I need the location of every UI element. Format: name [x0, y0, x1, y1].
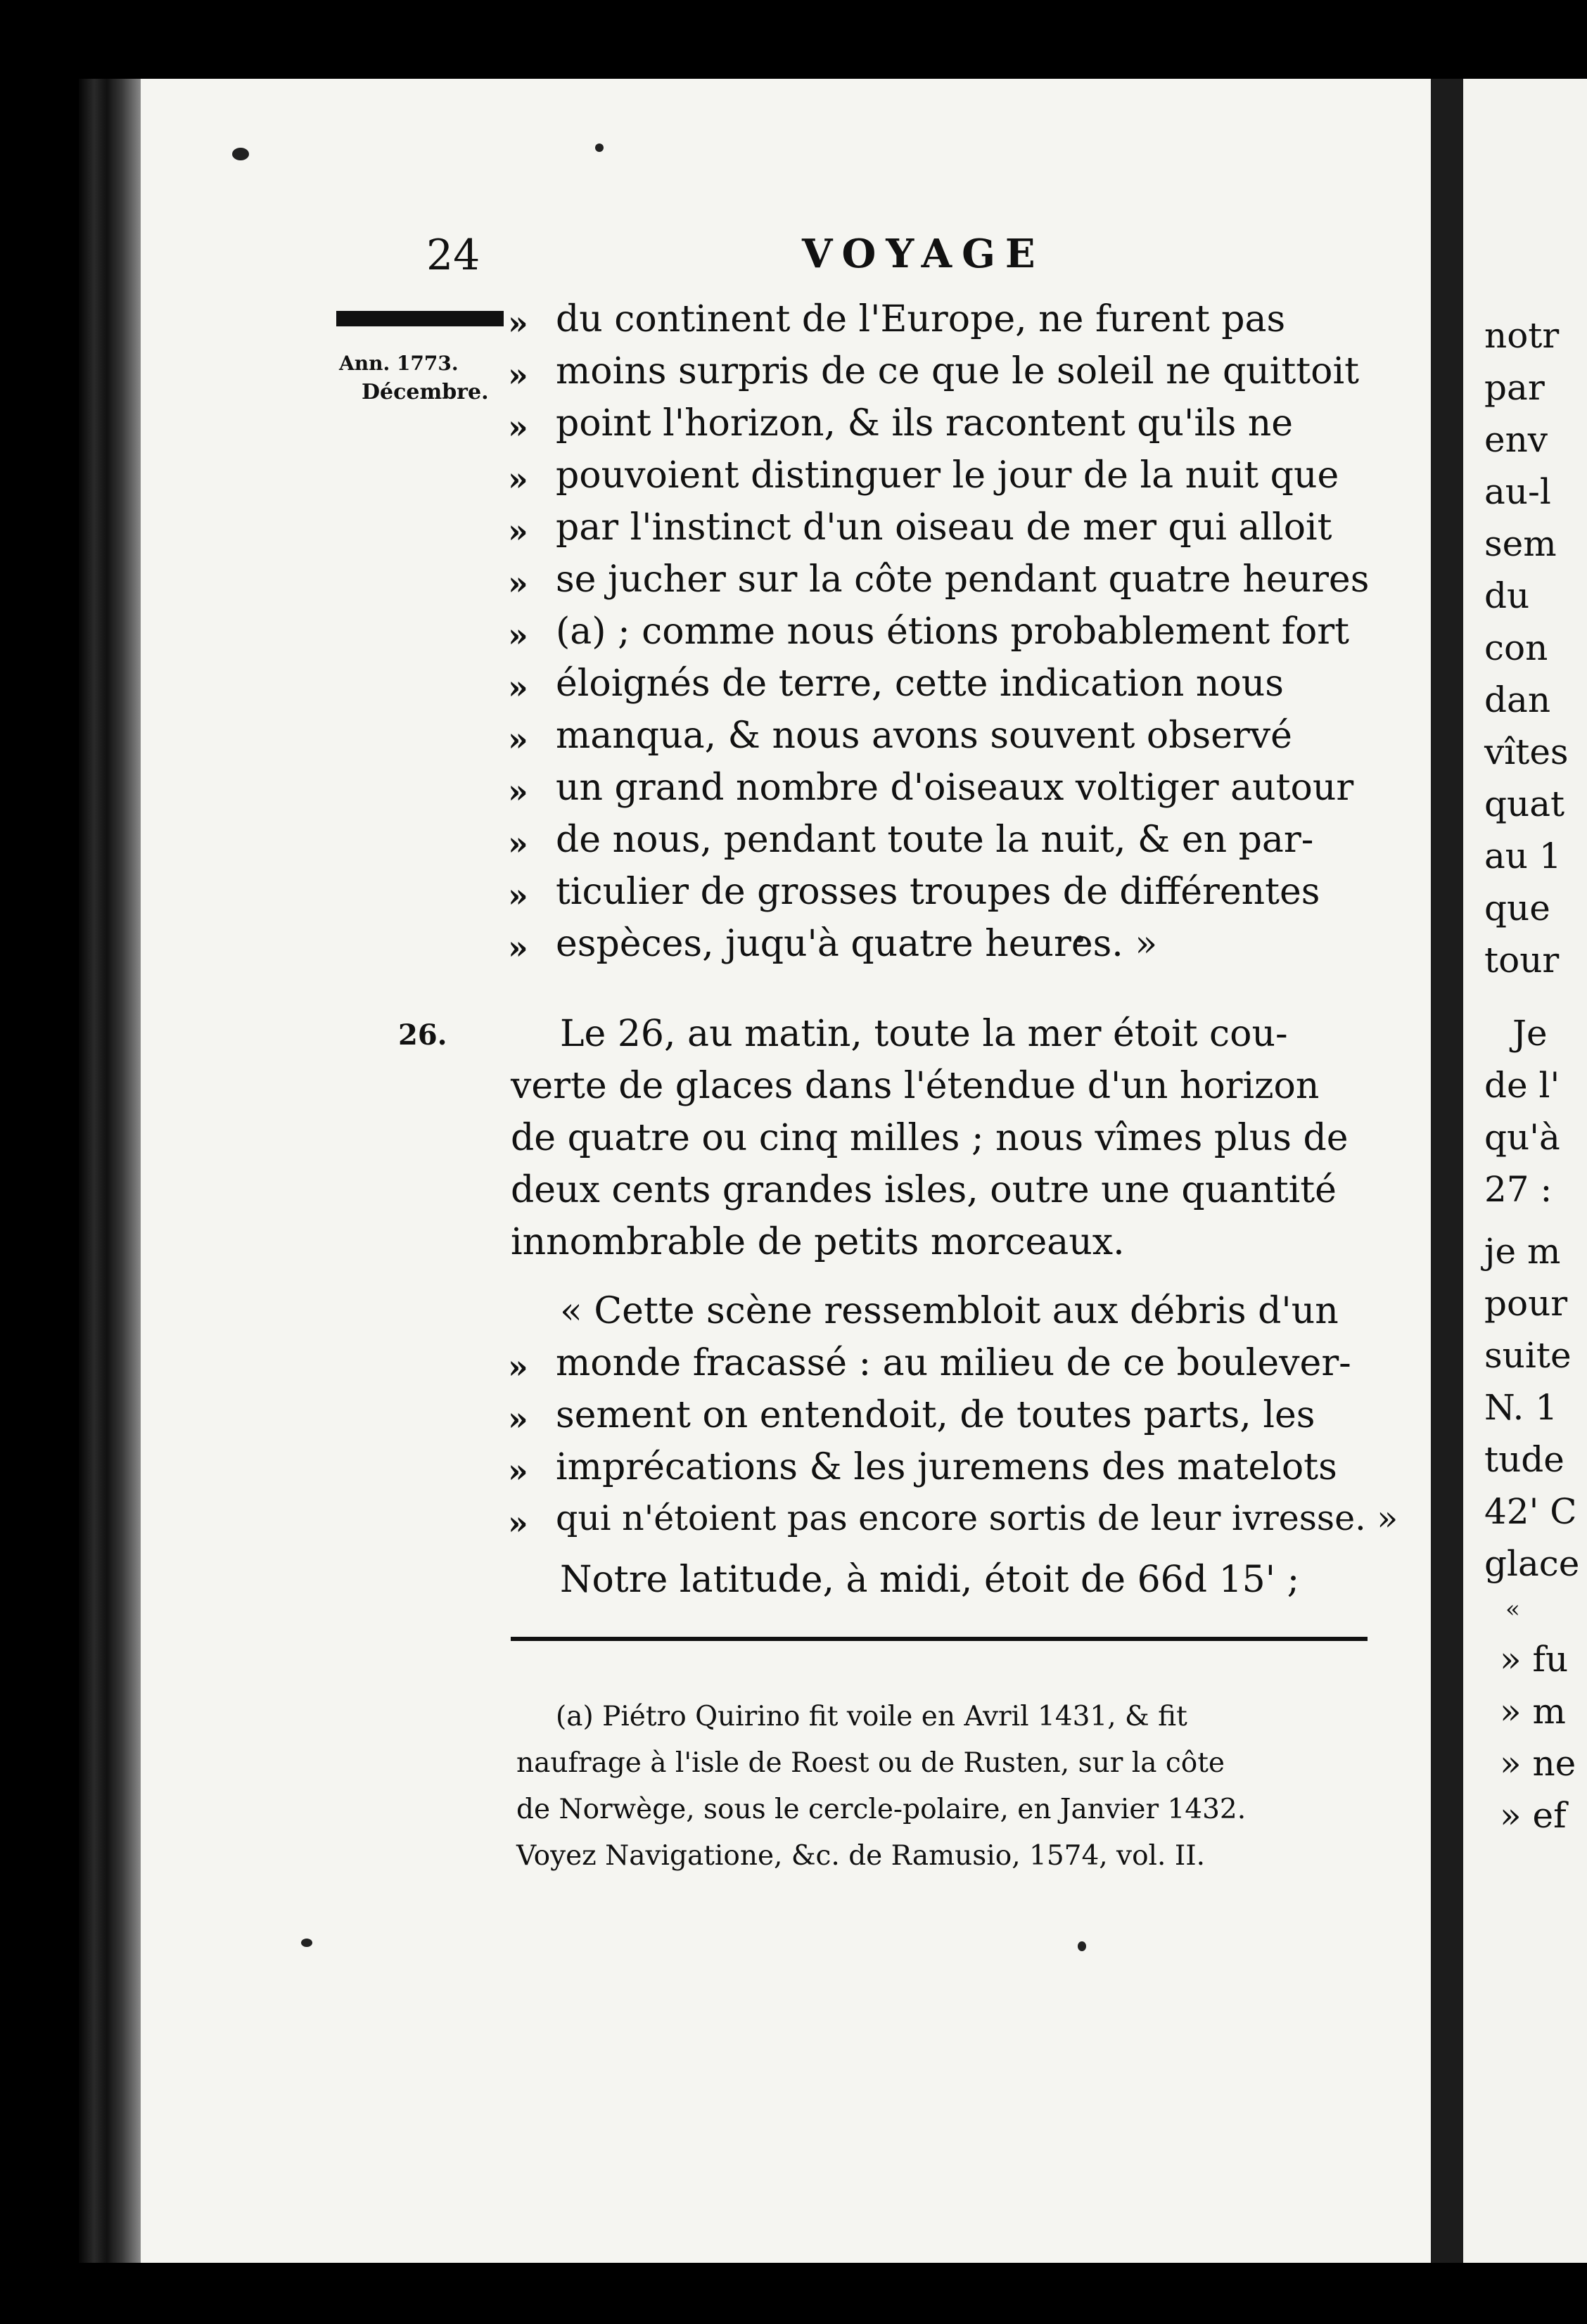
quote-mark: »	[508, 928, 528, 966]
facing-page-fragment: » ne	[1500, 1743, 1576, 1784]
footnote-rule	[511, 1637, 1368, 1641]
body-line: (a) ; comme nous étions probablement fort	[556, 611, 1350, 653]
scan-speck	[301, 1939, 312, 1947]
facing-page-fragment: de l'	[1484, 1065, 1560, 1106]
facing-page-fragment: au-l	[1484, 471, 1551, 512]
facing-page-fragment: vîtes	[1484, 732, 1569, 772]
margin-day: 26.	[398, 1019, 447, 1052]
quote-mark: »	[508, 408, 528, 446]
scan-speck	[595, 143, 604, 152]
quote-mark: »	[508, 824, 528, 862]
facing-page-fragment: sem	[1484, 523, 1557, 564]
body-line: moins surpris de ce que le soleil ne quittoit	[556, 350, 1360, 392]
quote-mark: »	[508, 1452, 528, 1490]
quote-mark: »	[508, 668, 528, 706]
quote-mark: »	[508, 304, 528, 342]
facing-page-fragment: je m	[1484, 1231, 1561, 1272]
facing-page-fragment: glace	[1484, 1543, 1580, 1584]
facing-page-fragment: » fu	[1500, 1639, 1569, 1680]
facing-page-fragment: «	[1505, 1595, 1520, 1623]
quote-mark: »	[508, 720, 528, 758]
margin-year: Ann. 1773.	[339, 352, 459, 375]
body-line: monde fracassé : au milieu de ce boulever-	[556, 1342, 1351, 1384]
body-line: deux cents grandes isles, outre une quantité	[511, 1169, 1337, 1211]
body-line: Notre latitude, à midi, étoit de 66d 15' ;	[560, 1559, 1300, 1601]
body-line: par l'instinct d'un oiseau de mer qui alloit	[556, 506, 1332, 549]
facing-page-fragment: 42' C	[1484, 1491, 1577, 1532]
body-line: se jucher sur la côte pendant quatre heures	[556, 558, 1370, 601]
body-line: de quatre ou cinq milles ; nous vîmes plus de	[511, 1117, 1349, 1159]
scan-speck	[1078, 1941, 1086, 1951]
facing-page-fragment: quat	[1484, 784, 1565, 824]
facing-page-fragment: pour	[1484, 1283, 1568, 1324]
body-line: espèces, juqu'à quatre heures. »	[556, 923, 1158, 965]
running-title: VOYAGE	[802, 231, 1045, 277]
facing-page-fragment: » ef	[1500, 1795, 1567, 1836]
facing-page-fragment: qu'à	[1484, 1117, 1560, 1158]
body-line: « Cette scène ressembloit aux débris d'un	[560, 1290, 1339, 1332]
book-binding	[79, 79, 141, 2263]
body-line: qui n'étoient pas encore sortis de leur ivresse. »	[556, 1498, 1398, 1538]
body-line: innombrable de petits morceaux.	[511, 1221, 1125, 1263]
facing-page-fragment: con	[1484, 627, 1548, 668]
body-line: ticulier de grosses troupes de différentes	[556, 871, 1320, 913]
page-gutter	[1431, 79, 1463, 2263]
footnote-line: Voyez Navigatione, &c. de Ramusio, 1574, vol. II.	[516, 1840, 1206, 1872]
page-number: 24	[426, 231, 480, 280]
scan-border	[0, 2263, 1587, 2324]
body-line: pouvoient distinguer le jour de la nuit que	[556, 454, 1339, 497]
footnote-line: (a) Piétro Quirino fit voile en Avril 1431, & fit	[556, 1701, 1187, 1732]
footnote-line: naufrage à l'isle de Roest ou de Rusten, sur la côte	[516, 1747, 1225, 1779]
quote-mark: »	[508, 616, 528, 654]
facing-page-fragment: N. 1	[1484, 1387, 1558, 1428]
facing-page-fragment: tour	[1484, 940, 1560, 981]
quote-mark: »	[508, 512, 528, 550]
facing-page-fragment: 27 :	[1484, 1169, 1553, 1210]
facing-page-fragment: du	[1484, 575, 1530, 616]
quote-mark: »	[508, 772, 528, 810]
margin-month: Décembre.	[362, 380, 489, 404]
body-line: du continent de l'Europe, ne furent pas	[556, 298, 1286, 340]
body-line: sement on entendoit, de toutes parts, les	[556, 1394, 1315, 1436]
body-line: Le 26, au matin, toute la mer étoit cou-	[560, 1013, 1288, 1055]
facing-page-fragment: notr	[1484, 315, 1560, 356]
quote-mark: »	[508, 564, 528, 602]
facing-page-fragment: suite	[1484, 1335, 1572, 1376]
quote-mark: »	[508, 876, 528, 914]
quote-mark: »	[508, 1400, 528, 1438]
body-line: verte de glaces dans l'étendue d'un horizon	[511, 1065, 1320, 1107]
body-line: un grand nombre d'oiseaux voltiger autour	[556, 767, 1354, 809]
facing-page-fragment: que	[1484, 888, 1550, 928]
quote-mark: »	[508, 356, 528, 394]
facing-page-fragment: env	[1484, 419, 1548, 460]
facing-page-fragment: dan	[1484, 679, 1551, 720]
facing-page-fragment: » m	[1500, 1691, 1566, 1732]
body-line: de nous, pendant toute la nuit, & en par-	[556, 819, 1314, 861]
quote-mark: »	[508, 1504, 528, 1542]
body-line: point l'horizon, & ils racontent qu'ils ne	[556, 402, 1294, 445]
margin-rule	[336, 311, 504, 326]
body-line: imprécations & les juremens des matelots	[556, 1446, 1337, 1488]
facing-page-fragment: par	[1484, 367, 1545, 408]
body-line: manqua, & nous avons souvent observé	[556, 715, 1292, 757]
facing-page-fragment: tude	[1484, 1439, 1564, 1480]
facing-page-fragment: au 1	[1484, 836, 1562, 876]
body-line: éloignés de terre, cette indication nous	[556, 663, 1284, 705]
quote-mark: »	[508, 1348, 528, 1386]
footnote-line: de Norwège, sous le cercle-polaire, en Janvier 1432.	[516, 1794, 1247, 1825]
quote-mark: »	[508, 460, 528, 498]
scan-speck	[232, 148, 249, 160]
facing-page-fragment: Je	[1512, 1013, 1548, 1054]
